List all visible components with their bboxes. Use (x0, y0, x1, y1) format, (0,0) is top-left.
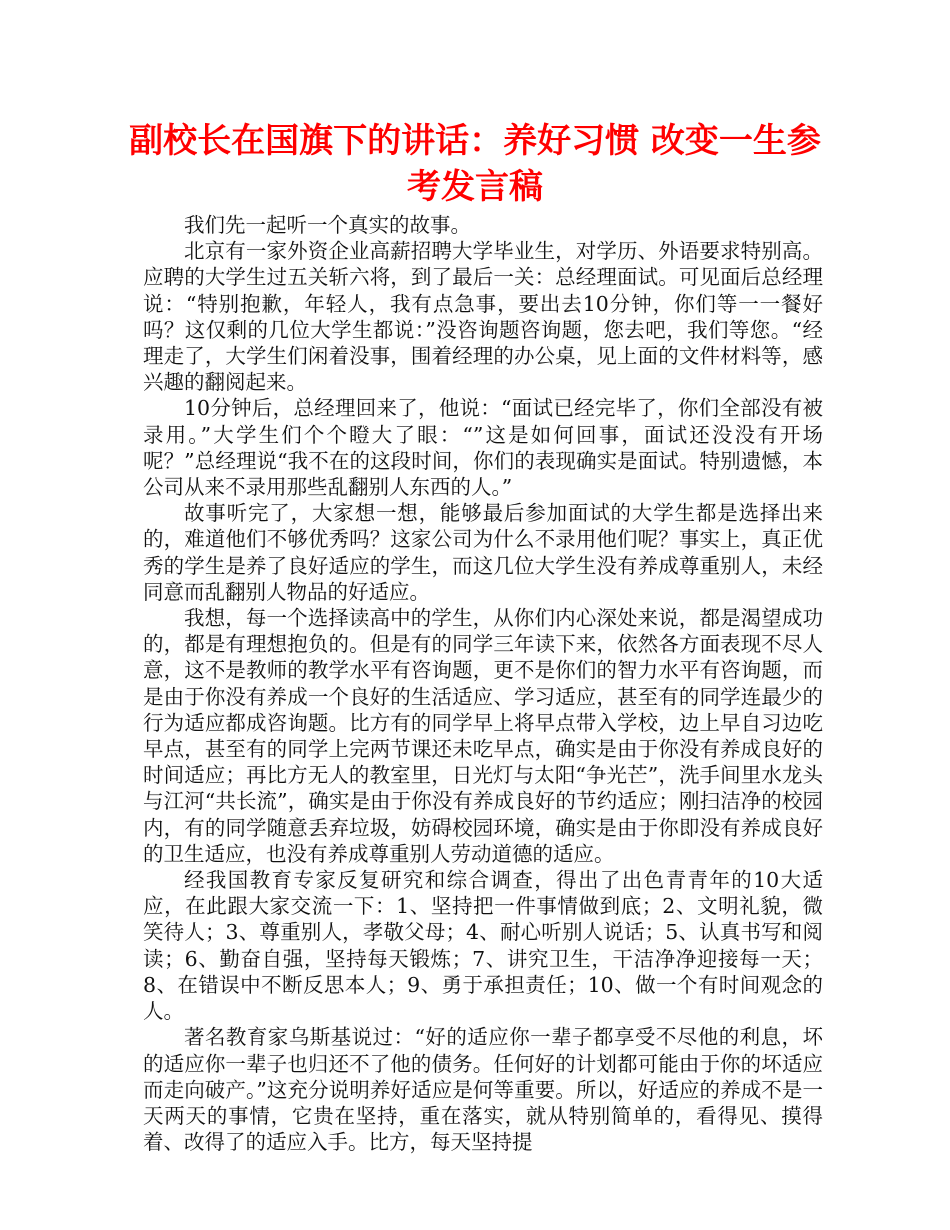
paragraph: 10分钟后，总经理回来了，他说：“面试已经完毕了，你们全部没有被录用。”大学生们个个瞪大了眼：“”这是如何回事，面试还没没有开场呢？”总经理说“我不在的这段时间，你们的表现确实是面试。特别遗憾，本公司从来不录用那些乱翻别人东西的人。” (143, 396, 823, 500)
paragraph: 我想，每一个选择读高中的学生，从你们内心深处来说，都是渴望成功的，都是有理想抱负的。但是有的同学三年读下来，依然各方面表现不尽人意，这不是教师的教学水平有咨询题，更不是你们的智力水平有咨询题，而是由于你没有养成一个良好的生活适应、学习适应，甚至有的同学连最少的行为适应都成咨询题。比方有的同学早上将早点带入学校，边上早自习边吃早点，甚至有的同学上完两节课还未吃早点，确实是由于你没有养成良好的时间适应；再比方无人的教室里，日光灯与太阳“争光芒”，洗手间里水龙头与江河“共长流”，确实是由于你没有养成良好的节约适应；刚扫洁净的校园内，有的同学随意丢弃垃圾，妨碍校园环境，确实是由于你即没有养成良好的卫生适应，也没有养成尊重别人劳动道德的适应。 (143, 606, 823, 866)
paragraph: 经我国教育专家反复研究和综合调查，得出了出色青青年的10大适应，在此跟大家交流一下：1、坚持把一件事情做到底；2、文明礼貌，微笑待人；3、尊重别人，孝敬父母；4、耐心听别人说话；5、认真书写和阅读；6、勤奋自强，坚持每天锻炼；7、讲究卫生，干洁净净迎接每一天；8、在错误中不断反思本人；9、勇于承担责任；10、做一个有时间观念的人。 (143, 868, 823, 1024)
paragraph: 故事听完了，大家想一想，能够最后参加面试的大学生都是选择出来的，难道他们不够优秀吗？这家公司为什么不录用他们呢？事实上，真正优秀的学生是养了良好适应的学生，而这几位大学生没有养成尊重别人，未经同意而乱翻别人物品的好适应。 (143, 501, 823, 604)
paragraph: 北京有一家外资企业高薪招聘大学毕业生，对学历、外语要求特别高。应聘的大学生过五关斩六将，到了最后一关：总经理面试。可见面后总经理说：“特别抱歉，年轻人，我有点急事，要出去10分钟，你们等一一餐好吗？这仅剩的几位大学生都说：”没咨询题咨询题，您去吧，我们等您。“经理走了，大学生们闲着没事，围着经理的办公桌，见上面的文件材料等，感兴趣的翻阅起来。 (143, 239, 823, 395)
paragraph: 我们先一起听一个真实的故事。 (184, 213, 471, 237)
document-body (143, 212, 823, 1155)
paragraph: 著名教育家乌斯基说过：“好的适应你一辈子都享受不尽他的利息，坏的适应你一辈子也归还不了他的债务。任何好的计划都可能由于你的坏适应而走向破产。”这充分说明养好适应是何等重要。所以，好适应的养成不是一天两天的事情，它贵在坚持，重在落实，就从特别简单的，看得见、摸得着、改得了的适应入手。比方，每天坚持提 (143, 1025, 823, 1155)
document-title: 副校长在国旗下的讲话：养好习惯 改变一生参考发言稿 (129, 121, 821, 207)
